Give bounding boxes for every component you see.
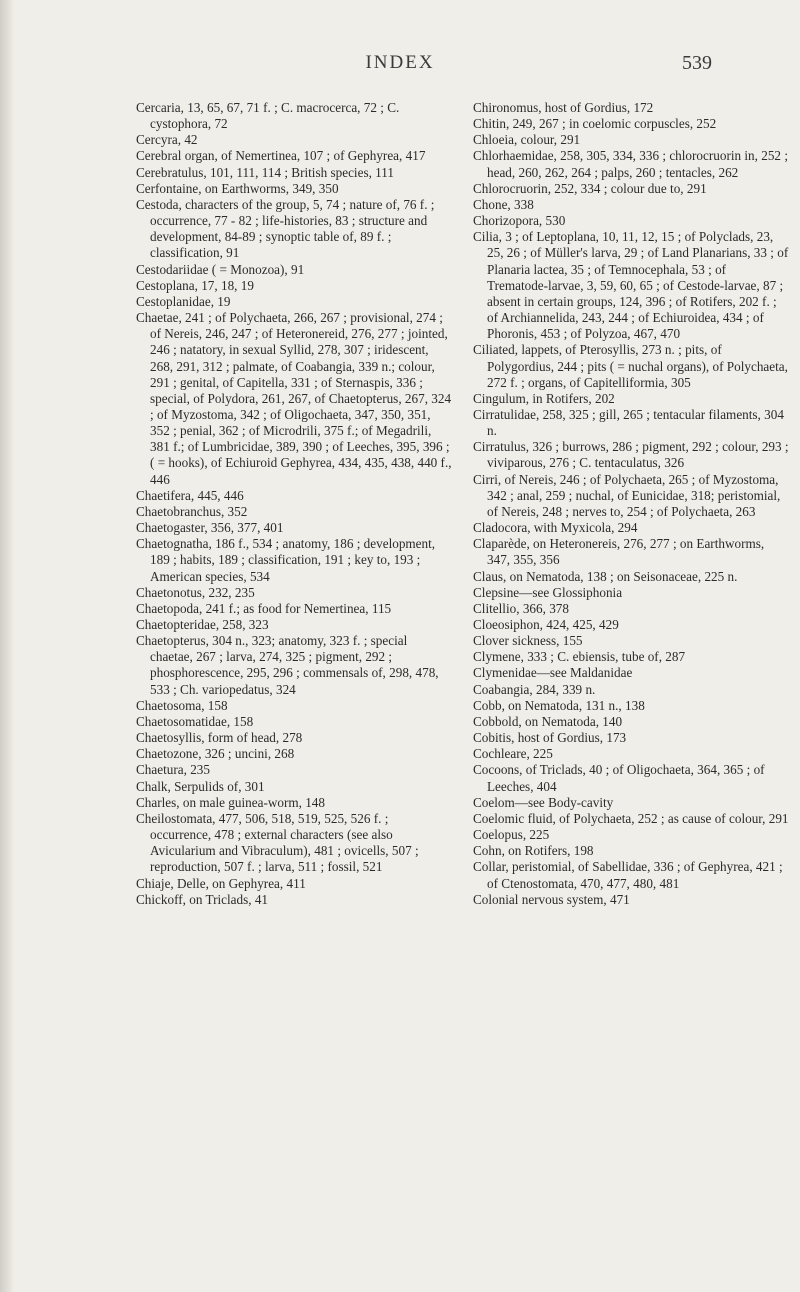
index-entry: Coabangia, 284, 339 n. bbox=[473, 681, 596, 697]
index-entry: Chaetifera, 445, 446 bbox=[136, 487, 244, 503]
index-entry: Coelomic fluid, of Polychaeta, 252 ; as cause of colour, 291 bbox=[473, 810, 789, 826]
index-entry: Chalk, Serpulids of, 301 bbox=[136, 778, 265, 794]
index-entry: Chlorocruorin, 252, 334 ; colour due to, 291 bbox=[473, 180, 707, 196]
index-entry: Coelopus, 225 bbox=[473, 827, 550, 843]
index-entry: Cladocora, with Myxicola, 294 bbox=[473, 520, 638, 536]
index-entry: Chiaje, Delle, on Gephyrea, 411 bbox=[136, 875, 306, 891]
index-entry: Cheilostomata, 477, 506, 518, 519, 525, 526 f. ; occurrence, 478 ; external characters (see also Avicularium and Vibraculum), 481 ; ovicells, 507 ; reproduction, 507 f. ; larva, 511 ; fossil, 521 bbox=[136, 810, 419, 875]
index-entry: Cercaria, 13, 65, 67, 71 f. ; C. macrocerca, 72 ; C. cystophora, 72 bbox=[136, 100, 400, 132]
index-entry: Chaetopterus, 304 n., 323; anatomy, 323 f. ; special chaetae, 267 ; larva, 274, 325 ; pigment, 292 ; phosphorescence, 295, 296 ; commensals of, 298, 478, 533 ; Ch. variopedatus, 324 bbox=[136, 633, 439, 697]
index-entry: Claus, on Nematoda, 138 ; on Seisonaceae, 225 n. bbox=[473, 568, 738, 584]
index-entry: Cestoda, characters of the group, 5, 74 ; nature of, 76 f. ; occurrence, 77 - 82 ; life-histories, 83 ; structure and development, 84-89 ; synoptic table of, 89 f. ; classification, 91 bbox=[136, 196, 435, 261]
index-entry: Chaetopoda, 241 f.; as food for Nemertinea, 115 bbox=[136, 600, 392, 616]
index-entry: Claparède, on Heteronereis, 276, 277 ; on Earthworms, 347, 355, 356 bbox=[473, 536, 765, 568]
index-entry: Cilia, 3 ; of Leptoplana, 10, 11, 12, 15 ; of Polyclads, 23, 25, 26 ; of Müller's larva, 29 ; of Land Planarians, 33 ; of Planaria lactea, 35 ; of Temnocephala, 53 ; of Trematode-larvae, 3, 59, 60, 65 ; of Cestode-larvae, 87 ; absent in certain groups, 124, 396 ; of Rotifers, 202 f. ; of Archiannelida, 243, 244 ; of Echiuroidea, 434 ; of Phoronis, 453 ; of Polyzoa, 467, 470 bbox=[473, 229, 789, 342]
index-entry: Chaetonotus, 232, 235 bbox=[136, 584, 255, 600]
index-entry: Cobitis, host of Gordius, 173 bbox=[473, 730, 627, 746]
index-entry: Ciliated, lappets, of Pterosyllis, 273 n. ; pits, of Polygordius, 244 ; pits ( = nuchal organs), of Polychaeta, 272 f. ; organs, of Capitelliformia, 305 bbox=[473, 342, 788, 390]
index-entry: Clitellio, 366, 378 bbox=[473, 600, 569, 616]
index-entry: Clover sickness, 155 bbox=[473, 633, 583, 649]
index-entry: Clymenidae—see Maldanidae bbox=[473, 665, 633, 681]
index-entry: Cercyra, 42 bbox=[136, 132, 198, 148]
index-column-left bbox=[136, 100, 452, 908]
index-column-right bbox=[473, 100, 789, 908]
index-entry: Chickoff, on Triclads, 41 bbox=[136, 891, 269, 907]
index-entry: Chaetozone, 326 ; uncini, 268 bbox=[136, 746, 295, 762]
index-entry: Chitin, 249, 267 ; in coelomic corpuscles, 252 bbox=[473, 116, 717, 132]
index-entry: Chaetognatha, 186 f., 534 ; anatomy, 186 ; development, 189 ; habits, 189 ; classification, 191 ; key to, 193 ; American species, 534 bbox=[136, 536, 436, 584]
index-entry: Chone, 338 bbox=[473, 196, 534, 212]
index-entry: Charles, on male guinea-worm, 148 bbox=[136, 794, 325, 810]
index-entry: Cirratulus, 326 ; burrows, 286 ; pigment, 292 ; colour, 293 ; viviparous, 276 ; C. tentaculatus, 326 bbox=[473, 439, 789, 471]
page-spine-shadow bbox=[0, 0, 14, 1292]
index-entry: Clepsine—see Glossiphonia bbox=[473, 584, 623, 600]
index-entry: Coelom—see Body-cavity bbox=[473, 794, 614, 810]
index-entry: Chaetobranchus, 352 bbox=[136, 503, 248, 519]
index-entry: Chaetae, 241 ; of Polychaeta, 266, 267 ; provisional, 274 ; of Nereis, 246, 247 ; of Heteronereid, 276, 277 ; jointed, 246 ; natatory, in sexual Syllid, 278, 307 ; iridescent, 268, 291, 312 ; palmate, of Coabangia, 339 n.; colour, 291 ; genital, of Capitella, 331 ; of Sternaspis, 336 ; special, of Polydora, 261, 267, of Chaetopterus, 267, 324 ; of Myzostoma, 342 ; of Oligochaeta, 347, 350, 351, 352 ; penial, 362 ; of Microdrili, 375 f.; of Megadrili, 381 f.; of Lumbricidae, 389, 390 ; of Leeches, 395, 396 ; ( = hooks), of Echiuroid Gephyrea, 434, 435, 438, 440 f., 446 bbox=[136, 310, 452, 487]
index-entry: Cohn, on Rotifers, 198 bbox=[473, 843, 594, 859]
index-entry: Clymene, 333 ; C. ebiensis, tube of, 287 bbox=[473, 649, 686, 665]
index-entry: Cerfontaine, on Earthworms, 349, 350 bbox=[136, 180, 339, 196]
index-entry: Collar, peristomial, of Sabellidae, 336 ; of Gephyrea, 421 ; of Ctenostomata, 470, 477, 480, 481 bbox=[473, 859, 783, 891]
index-entry: Cestodariidae ( = Monozoa), 91 bbox=[136, 261, 305, 277]
running-title: INDEX bbox=[365, 52, 435, 73]
index-entry: Cirri, of Nereis, 246 ; of Polychaeta, 265 ; of Myzostoma, 342 ; anal, 259 ; nuchal, of Eunicidae, 318; peristomial, of Nereis, 248 ; nerves to, 254 ; of Polychaeta, 263 bbox=[473, 471, 781, 519]
index-entry: Cestoplana, 17, 18, 19 bbox=[136, 277, 254, 293]
index-entry: Cestoplanidae, 19 bbox=[136, 293, 231, 309]
index-entry: Cirratulidae, 258, 325 ; gill, 265 ; tentacular filaments, 304 n. bbox=[473, 406, 784, 439]
index-entry: Chaetogaster, 356, 377, 401 bbox=[136, 520, 284, 536]
index-entry: Cocoons, of Triclads, 40 ; of Oligochaeta, 364, 365 ; of Leeches, 404 bbox=[473, 762, 765, 794]
index-entry: Cochleare, 225 bbox=[473, 746, 553, 762]
index-entry: Colonial nervous system, 471 bbox=[473, 891, 630, 907]
index-entry: Chaetosyllis, form of head, 278 bbox=[136, 730, 303, 746]
page-number: 539 bbox=[682, 52, 712, 74]
index-entry: Cerebratulus, 101, 111, 114 ; British species, 111 bbox=[136, 164, 394, 180]
index-entry: Cobb, on Nematoda, 131 n., 138 bbox=[473, 697, 645, 713]
index-entry: Cerebral organ, of Nemertinea, 107 ; of Gephyrea, 417 bbox=[136, 148, 426, 164]
index-entry: Cobbold, on Nematoda, 140 bbox=[473, 713, 623, 729]
index-entry: Chaetopteridae, 258, 323 bbox=[136, 617, 269, 632]
index-entry: Chloeia, colour, 291 bbox=[473, 132, 581, 148]
index-entry: Chlorhaemidae, 258, 305, 334, 336 ; chlorocruorin in, 252 ; head, 260, 262, 264 ; palps, 260 ; tentacles, 262 bbox=[473, 148, 788, 180]
index-entry: Cloeosiphon, 424, 425, 429 bbox=[473, 617, 619, 632]
index-entry: Chironomus, host of Gordius, 172 bbox=[473, 100, 654, 115]
index-entry: Chorizopora, 530 bbox=[473, 213, 566, 229]
index-entry: Chaetosoma, 158 bbox=[136, 697, 228, 713]
index-entry: Chaetosomatidae, 158 bbox=[136, 713, 254, 729]
index-entry: Cingulum, in Rotifers, 202 bbox=[473, 390, 615, 406]
index-entry: Chaetura, 235 bbox=[136, 762, 210, 778]
page-header bbox=[0, 52, 800, 76]
